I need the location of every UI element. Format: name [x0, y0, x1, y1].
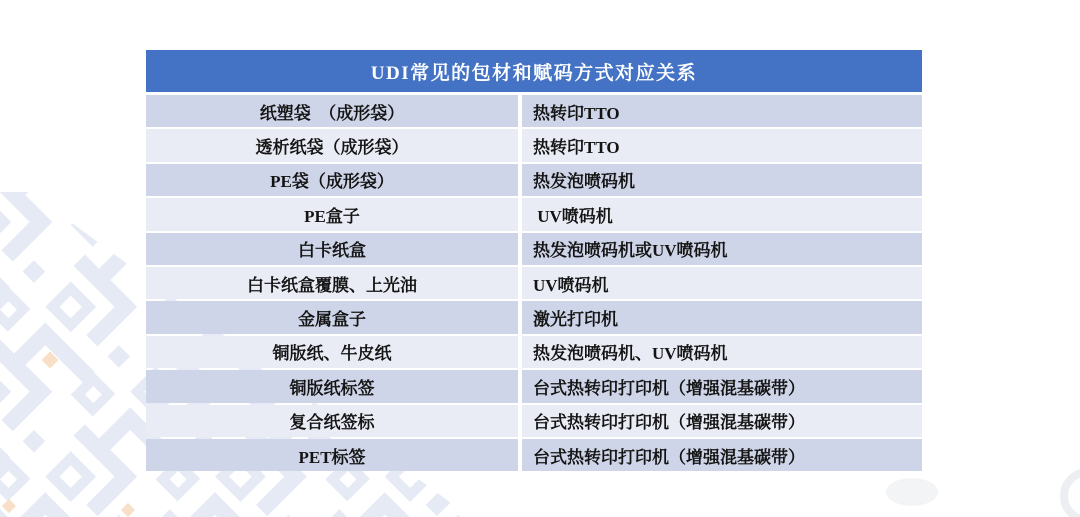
table-body [146, 95, 922, 471]
coding-method-cell: 热发泡喷码机、UV喷码机 [522, 336, 922, 368]
coding-method-cell: 热转印TTO [522, 129, 922, 161]
table-row [146, 405, 922, 437]
table-row [146, 370, 922, 402]
faint-circles [886, 472, 1080, 517]
coding-method-cell: 台式热转印打印机（增强混基碳带） [522, 405, 922, 437]
material-cell: 透析纸袋（成形袋） [146, 129, 518, 161]
material-cell: PE盒子 [146, 198, 518, 230]
coding-method-cell: UV喷码机 [522, 198, 922, 230]
material-cell: 铜版纸、牛皮纸 [146, 336, 518, 368]
table-row [146, 439, 922, 471]
material-cell: 白卡纸盒覆膜、上光油 [146, 267, 518, 299]
coding-method-cell: 热转印TTO [522, 95, 922, 127]
material-cell: PE袋（成形袋） [146, 164, 518, 196]
material-cell: PET标签 [146, 439, 518, 471]
udi-packaging-coding-table [146, 50, 922, 471]
table-row [146, 129, 922, 161]
coding-method-cell: 台式热转印打印机（增强混基碳带） [522, 439, 922, 471]
table-title: UDI常见的包材和赋码方式对应关系 [146, 50, 922, 92]
table-row [146, 267, 922, 299]
table-row [146, 233, 922, 265]
material-cell: 白卡纸盒 [146, 233, 518, 265]
coding-method-cell: 热发泡喷码机或UV喷码机 [522, 233, 922, 265]
table-row [146, 336, 922, 368]
material-cell: 纸塑袋 （成形袋） [146, 95, 518, 127]
table-row [146, 301, 922, 333]
material-cell: 铜版纸标签 [146, 370, 518, 402]
table-row [146, 198, 922, 230]
table-row [146, 95, 922, 127]
coding-method-cell: 激光打印机 [522, 301, 922, 333]
coding-method-cell: 热发泡喷码机 [522, 164, 922, 196]
material-cell: 金属盒子 [146, 301, 518, 333]
material-cell: 复合纸签标 [146, 405, 518, 437]
table-row [146, 164, 922, 196]
coding-method-cell: 台式热转印打印机（增强混基碳带） [522, 370, 922, 402]
coding-method-cell: UV喷码机 [522, 267, 922, 299]
